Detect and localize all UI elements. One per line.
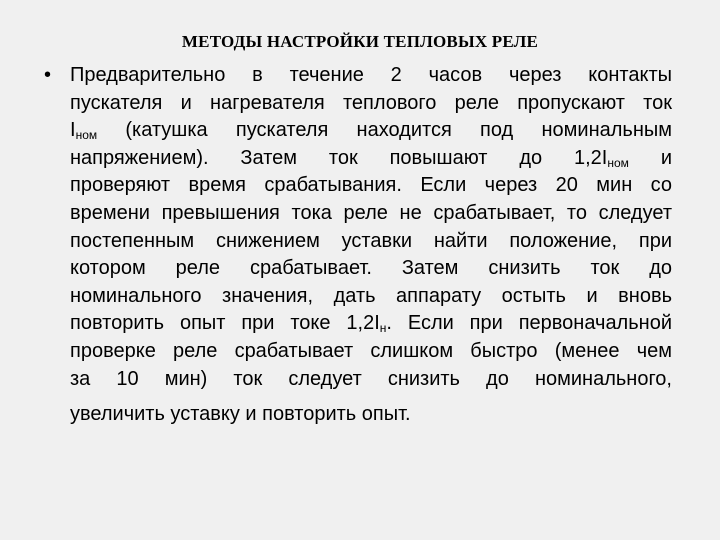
line-text: напряжением). Затем ток повышают до 1,2I (70, 146, 608, 169)
paragraph-line: за 10 мин) ток следует снизить до номинального, (70, 367, 672, 390)
paragraph-line: проверке реле срабатывает слишком быстро (менее чем (70, 339, 672, 362)
paragraph-line (70, 310, 672, 338)
paragraph-line: номинального значения, дать аппарату остыть и вновь (70, 284, 672, 307)
paragraph-line (70, 117, 672, 145)
paragraph-line: котором реле срабатывает. Затем снизить ток до (70, 257, 672, 280)
line-text: повторить опыт при токе 1,2I (70, 312, 380, 335)
paragraph-line: увеличить уставку и повторить опыт. (70, 403, 411, 426)
current-subscript: ном (75, 128, 98, 143)
current-subscript: ном (607, 155, 629, 170)
paragraph-line: Предварительно в течение 2 часов через контакты (70, 64, 672, 86)
line-text: . Если при первоначальной (386, 312, 672, 335)
slide-title: МЕТОДЫ НАСТРОЙКИ ТЕПЛОВЫХ РЕЛЕ (181, 32, 539, 51)
current-subscript: н (379, 321, 387, 336)
line-text: и (628, 146, 672, 169)
paragraph-line: проверяют время срабатывания. Если через 20 мин со (70, 174, 672, 197)
bullet-paragraph (70, 62, 672, 429)
line-text: (катушка пускателя находится под номинальным (97, 119, 672, 142)
bullet-marker: • (44, 64, 52, 86)
paragraph-line: времени превышения тока реле не срабатывает, то следует (70, 201, 672, 224)
paragraph-line: пускателя и нагревателя теплового реле пропускают ток (70, 91, 672, 114)
paragraph-line: постепенным снижением уставки найти положение, при (70, 229, 672, 252)
current-symbol: I (70, 119, 76, 142)
paragraph-line (70, 145, 672, 173)
